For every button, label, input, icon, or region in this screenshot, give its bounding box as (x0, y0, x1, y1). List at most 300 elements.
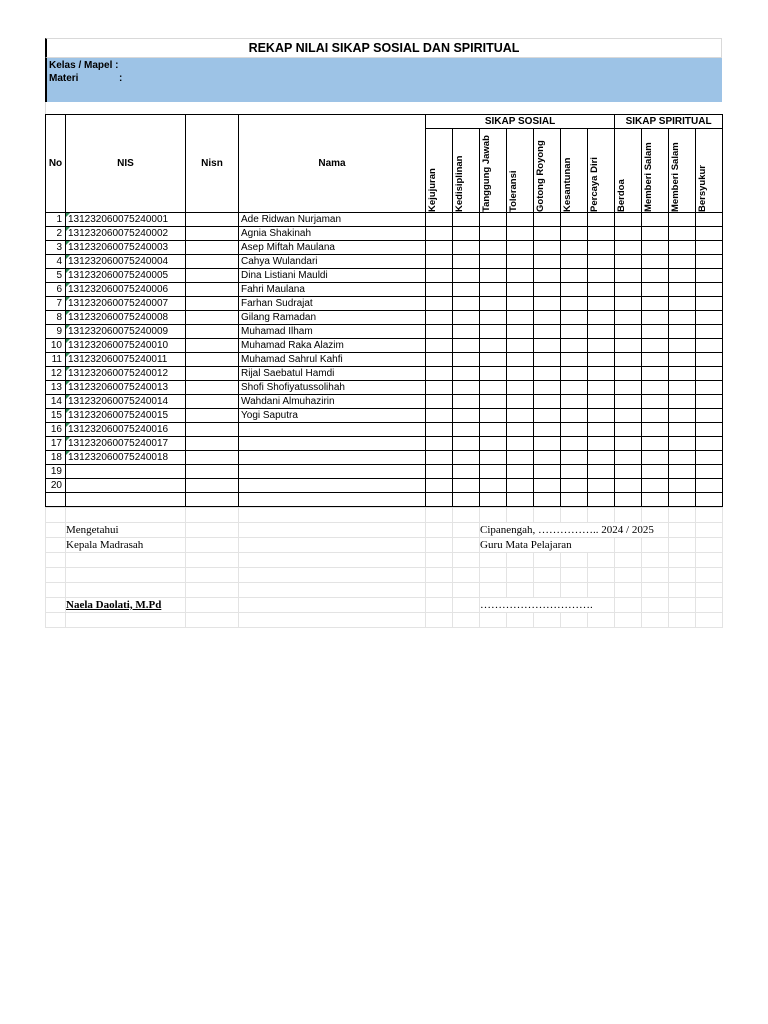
cell-nama[interactable] (239, 297, 426, 311)
cell-score[interactable] (669, 395, 696, 409)
cell-no[interactable] (46, 227, 66, 241)
cell-score[interactable] (480, 241, 507, 255)
cell-nisn[interactable] (186, 311, 239, 325)
cell-score[interactable] (615, 311, 642, 325)
cell-nama[interactable] (239, 381, 426, 395)
cell-score[interactable] (669, 283, 696, 297)
cell-score[interactable] (669, 213, 696, 227)
cell-nama[interactable] (239, 283, 426, 297)
cell-score[interactable] (669, 269, 696, 283)
cell-score[interactable] (561, 423, 588, 437)
cell-nama[interactable] (239, 395, 426, 409)
cell-no[interactable] (46, 283, 66, 297)
cell-score[interactable] (696, 367, 723, 381)
cell-score[interactable] (534, 297, 561, 311)
cell-score[interactable] (480, 325, 507, 339)
cell-nisn[interactable] (186, 381, 239, 395)
cell-score[interactable] (642, 311, 669, 325)
cell-score[interactable] (507, 213, 534, 227)
cell-nama[interactable] (239, 367, 426, 381)
cell-score[interactable] (426, 325, 453, 339)
cell-score[interactable] (534, 479, 561, 493)
cell-score[interactable] (669, 479, 696, 493)
cell-score[interactable] (561, 409, 588, 423)
cell-score[interactable] (453, 311, 480, 325)
cell-score[interactable] (615, 465, 642, 479)
cell-nisn[interactable] (186, 451, 239, 465)
cell-score[interactable] (426, 311, 453, 325)
cell-score[interactable] (588, 297, 615, 311)
cell-score[interactable] (534, 367, 561, 381)
cell-score[interactable] (642, 227, 669, 241)
cell-score[interactable] (669, 451, 696, 465)
cell-score[interactable] (534, 409, 561, 423)
cell-score[interactable] (480, 269, 507, 283)
cell-nama[interactable] (239, 353, 426, 367)
cell-score[interactable] (426, 465, 453, 479)
cell-score[interactable] (561, 311, 588, 325)
cell-nis[interactable] (66, 283, 186, 297)
cell-score[interactable] (561, 241, 588, 255)
cell-score[interactable] (426, 451, 453, 465)
cell-score[interactable] (669, 339, 696, 353)
cell-score[interactable] (588, 227, 615, 241)
cell-score[interactable] (507, 269, 534, 283)
cell-score[interactable] (696, 255, 723, 269)
cell-score[interactable] (669, 367, 696, 381)
cell-nama[interactable] (239, 479, 426, 493)
cell-score[interactable] (480, 367, 507, 381)
cell-score[interactable] (426, 213, 453, 227)
cell-nis[interactable] (66, 241, 186, 255)
cell-score[interactable] (615, 297, 642, 311)
cell-score[interactable] (615, 451, 642, 465)
cell-nama[interactable] (239, 451, 426, 465)
cell-score[interactable] (642, 367, 669, 381)
cell-nisn[interactable] (186, 297, 239, 311)
cell-nis[interactable] (66, 269, 186, 283)
cell-nama[interactable] (239, 227, 426, 241)
cell-nis[interactable] (66, 353, 186, 367)
cell-nisn[interactable] (186, 409, 239, 423)
cell-score[interactable] (534, 325, 561, 339)
cell-no[interactable] (46, 493, 66, 507)
cell-nisn[interactable] (186, 465, 239, 479)
cell-score[interactable] (453, 269, 480, 283)
cell-score[interactable] (696, 409, 723, 423)
cell-score[interactable] (507, 437, 534, 451)
cell-score[interactable] (534, 213, 561, 227)
cell-score[interactable] (507, 479, 534, 493)
cell-nis[interactable] (66, 465, 186, 479)
cell-score[interactable] (696, 451, 723, 465)
cell-no[interactable] (46, 451, 66, 465)
cell-score[interactable] (480, 227, 507, 241)
cell-score[interactable] (426, 437, 453, 451)
cell-score[interactable] (426, 367, 453, 381)
cell-score[interactable] (615, 353, 642, 367)
cell-nisn[interactable] (186, 325, 239, 339)
cell-nisn[interactable] (186, 353, 239, 367)
cell-nis[interactable] (66, 479, 186, 493)
cell-nis[interactable] (66, 255, 186, 269)
cell-score[interactable] (615, 423, 642, 437)
cell-score[interactable] (507, 297, 534, 311)
cell-score[interactable] (534, 493, 561, 507)
cell-no[interactable] (46, 353, 66, 367)
cell-no[interactable] (46, 479, 66, 493)
cell-score[interactable] (642, 339, 669, 353)
cell-score[interactable] (453, 465, 480, 479)
cell-score[interactable] (615, 367, 642, 381)
cell-nisn[interactable] (186, 255, 239, 269)
cell-score[interactable] (642, 213, 669, 227)
cell-no[interactable] (46, 423, 66, 437)
cell-nisn[interactable] (186, 367, 239, 381)
cell-score[interactable] (453, 381, 480, 395)
cell-score[interactable] (480, 437, 507, 451)
cell-score[interactable] (426, 353, 453, 367)
cell-score[interactable] (642, 493, 669, 507)
cell-score[interactable] (696, 325, 723, 339)
cell-nis[interactable] (66, 311, 186, 325)
cell-score[interactable] (534, 381, 561, 395)
cell-nama[interactable] (239, 255, 426, 269)
cell-score[interactable] (669, 325, 696, 339)
cell-score[interactable] (615, 493, 642, 507)
cell-score[interactable] (615, 241, 642, 255)
cell-nisn[interactable] (186, 283, 239, 297)
cell-score[interactable] (588, 465, 615, 479)
cell-score[interactable] (696, 493, 723, 507)
cell-score[interactable] (534, 269, 561, 283)
cell-nis[interactable] (66, 325, 186, 339)
cell-score[interactable] (426, 395, 453, 409)
cell-score[interactable] (642, 437, 669, 451)
cell-nama[interactable] (239, 437, 426, 451)
cell-nisn[interactable] (186, 241, 239, 255)
cell-no[interactable] (46, 269, 66, 283)
cell-no[interactable] (46, 367, 66, 381)
cell-score[interactable] (561, 451, 588, 465)
cell-score[interactable] (669, 241, 696, 255)
cell-nama[interactable] (239, 465, 426, 479)
cell-score[interactable] (561, 479, 588, 493)
cell-nisn[interactable] (186, 227, 239, 241)
cell-score[interactable] (507, 465, 534, 479)
cell-nis[interactable] (66, 451, 186, 465)
cell-score[interactable] (642, 409, 669, 423)
cell-score[interactable] (453, 493, 480, 507)
cell-no[interactable] (46, 213, 66, 227)
cell-score[interactable] (615, 227, 642, 241)
cell-no[interactable] (46, 409, 66, 423)
cell-score[interactable] (696, 479, 723, 493)
cell-nisn[interactable] (186, 395, 239, 409)
cell-nisn[interactable] (186, 213, 239, 227)
cell-nama[interactable] (239, 311, 426, 325)
cell-score[interactable] (480, 409, 507, 423)
cell-score[interactable] (453, 353, 480, 367)
cell-score[interactable] (588, 437, 615, 451)
cell-score[interactable] (696, 395, 723, 409)
cell-score[interactable] (507, 423, 534, 437)
cell-score[interactable] (615, 437, 642, 451)
cell-score[interactable] (534, 339, 561, 353)
cell-score[interactable] (534, 353, 561, 367)
cell-nis[interactable] (66, 423, 186, 437)
cell-score[interactable] (588, 339, 615, 353)
cell-score[interactable] (507, 451, 534, 465)
cell-score[interactable] (696, 269, 723, 283)
cell-score[interactable] (615, 479, 642, 493)
cell-score[interactable] (453, 339, 480, 353)
cell-score[interactable] (615, 339, 642, 353)
cell-score[interactable] (453, 241, 480, 255)
cell-score[interactable] (561, 213, 588, 227)
cell-score[interactable] (426, 269, 453, 283)
cell-score[interactable] (669, 353, 696, 367)
cell-score[interactable] (588, 213, 615, 227)
cell-score[interactable] (561, 339, 588, 353)
cell-score[interactable] (561, 283, 588, 297)
cell-nama[interactable] (239, 409, 426, 423)
cell-score[interactable] (561, 325, 588, 339)
cell-score[interactable] (480, 311, 507, 325)
cell-score[interactable] (615, 381, 642, 395)
cell-score[interactable] (453, 423, 480, 437)
cell-score[interactable] (453, 395, 480, 409)
cell-score[interactable] (426, 283, 453, 297)
cell-score[interactable] (507, 395, 534, 409)
cell-score[interactable] (480, 297, 507, 311)
cell-score[interactable] (507, 493, 534, 507)
cell-nama[interactable] (239, 325, 426, 339)
cell-score[interactable] (615, 325, 642, 339)
cell-nis[interactable] (66, 437, 186, 451)
cell-nis[interactable] (66, 213, 186, 227)
cell-score[interactable] (561, 465, 588, 479)
cell-score[interactable] (588, 311, 615, 325)
cell-score[interactable] (426, 255, 453, 269)
cell-score[interactable] (588, 367, 615, 381)
cell-score[interactable] (696, 465, 723, 479)
cell-score[interactable] (642, 283, 669, 297)
cell-score[interactable] (480, 255, 507, 269)
cell-score[interactable] (642, 381, 669, 395)
cell-no[interactable] (46, 339, 66, 353)
cell-score[interactable] (453, 437, 480, 451)
cell-score[interactable] (507, 409, 534, 423)
cell-score[interactable] (588, 353, 615, 367)
cell-score[interactable] (696, 213, 723, 227)
cell-score[interactable] (615, 255, 642, 269)
cell-nama[interactable] (239, 339, 426, 353)
cell-nama[interactable] (239, 269, 426, 283)
cell-score[interactable] (669, 311, 696, 325)
cell-score[interactable] (480, 479, 507, 493)
cell-score[interactable] (561, 227, 588, 241)
cell-score[interactable] (561, 353, 588, 367)
cell-score[interactable] (696, 241, 723, 255)
cell-nisn[interactable] (186, 479, 239, 493)
cell-score[interactable] (561, 367, 588, 381)
cell-no[interactable] (46, 241, 66, 255)
cell-score[interactable] (669, 465, 696, 479)
cell-score[interactable] (669, 227, 696, 241)
cell-score[interactable] (588, 493, 615, 507)
cell-score[interactable] (615, 213, 642, 227)
cell-score[interactable] (507, 283, 534, 297)
cell-no[interactable] (46, 465, 66, 479)
cell-score[interactable] (588, 269, 615, 283)
cell-score[interactable] (480, 451, 507, 465)
cell-score[interactable] (426, 227, 453, 241)
cell-score[interactable] (534, 241, 561, 255)
cell-score[interactable] (534, 283, 561, 297)
cell-score[interactable] (507, 381, 534, 395)
cell-score[interactable] (534, 395, 561, 409)
cell-score[interactable] (561, 297, 588, 311)
cell-score[interactable] (696, 353, 723, 367)
cell-score[interactable] (561, 381, 588, 395)
cell-score[interactable] (642, 297, 669, 311)
cell-score[interactable] (615, 269, 642, 283)
cell-score[interactable] (642, 395, 669, 409)
cell-score[interactable] (561, 395, 588, 409)
cell-score[interactable] (507, 353, 534, 367)
cell-score[interactable] (453, 283, 480, 297)
cell-score[interactable] (696, 437, 723, 451)
cell-score[interactable] (669, 409, 696, 423)
cell-score[interactable] (642, 451, 669, 465)
cell-score[interactable] (534, 255, 561, 269)
cell-score[interactable] (696, 297, 723, 311)
cell-no[interactable] (46, 325, 66, 339)
cell-score[interactable] (534, 437, 561, 451)
cell-score[interactable] (561, 493, 588, 507)
cell-score[interactable] (480, 395, 507, 409)
cell-score[interactable] (588, 255, 615, 269)
cell-score[interactable] (453, 255, 480, 269)
cell-score[interactable] (480, 339, 507, 353)
cell-score[interactable] (453, 213, 480, 227)
cell-score[interactable] (642, 353, 669, 367)
cell-score[interactable] (696, 283, 723, 297)
cell-score[interactable] (426, 409, 453, 423)
cell-score[interactable] (561, 255, 588, 269)
cell-score[interactable] (615, 409, 642, 423)
cell-nisn[interactable] (186, 339, 239, 353)
cell-nis[interactable] (66, 395, 186, 409)
cell-score[interactable] (507, 339, 534, 353)
cell-score[interactable] (588, 283, 615, 297)
cell-score[interactable] (642, 423, 669, 437)
cell-score[interactable] (588, 451, 615, 465)
cell-score[interactable] (426, 493, 453, 507)
cell-score[interactable] (453, 479, 480, 493)
cell-score[interactable] (426, 423, 453, 437)
cell-nis[interactable] (66, 409, 186, 423)
cell-score[interactable] (480, 213, 507, 227)
cell-score[interactable] (507, 241, 534, 255)
cell-nis[interactable] (66, 297, 186, 311)
cell-no[interactable] (46, 255, 66, 269)
cell-score[interactable] (534, 227, 561, 241)
cell-score[interactable] (642, 325, 669, 339)
cell-score[interactable] (507, 227, 534, 241)
cell-score[interactable] (642, 241, 669, 255)
cell-nisn[interactable] (186, 269, 239, 283)
cell-score[interactable] (507, 325, 534, 339)
cell-nis[interactable] (66, 493, 186, 507)
cell-nama[interactable] (239, 423, 426, 437)
cell-score[interactable] (480, 353, 507, 367)
cell-nis[interactable] (66, 227, 186, 241)
cell-score[interactable] (588, 241, 615, 255)
cell-score[interactable] (507, 367, 534, 381)
cell-score[interactable] (696, 311, 723, 325)
cell-score[interactable] (426, 339, 453, 353)
cell-score[interactable] (696, 227, 723, 241)
cell-score[interactable] (642, 269, 669, 283)
cell-score[interactable] (669, 423, 696, 437)
cell-score[interactable] (642, 479, 669, 493)
cell-score[interactable] (588, 423, 615, 437)
cell-score[interactable] (453, 227, 480, 241)
cell-nis[interactable] (66, 367, 186, 381)
cell-nisn[interactable] (186, 437, 239, 451)
cell-score[interactable] (426, 381, 453, 395)
cell-score[interactable] (453, 451, 480, 465)
cell-score[interactable] (696, 381, 723, 395)
cell-score[interactable] (669, 437, 696, 451)
cell-score[interactable] (669, 381, 696, 395)
cell-score[interactable] (669, 297, 696, 311)
cell-score[interactable] (534, 311, 561, 325)
cell-score[interactable] (588, 395, 615, 409)
cell-score[interactable] (561, 437, 588, 451)
cell-no[interactable] (46, 437, 66, 451)
cell-score[interactable] (588, 409, 615, 423)
cell-score[interactable] (507, 311, 534, 325)
cell-score[interactable] (453, 325, 480, 339)
cell-nisn[interactable] (186, 493, 239, 507)
cell-score[interactable] (426, 241, 453, 255)
cell-score[interactable] (480, 381, 507, 395)
cell-score[interactable] (588, 479, 615, 493)
cell-nis[interactable] (66, 339, 186, 353)
cell-no[interactable] (46, 381, 66, 395)
cell-score[interactable] (588, 381, 615, 395)
cell-nama[interactable] (239, 241, 426, 255)
cell-score[interactable] (696, 339, 723, 353)
cell-score[interactable] (453, 297, 480, 311)
cell-score[interactable] (480, 493, 507, 507)
cell-score[interactable] (507, 255, 534, 269)
cell-nis[interactable] (66, 381, 186, 395)
cell-no[interactable] (46, 395, 66, 409)
cell-score[interactable] (669, 255, 696, 269)
cell-score[interactable] (534, 465, 561, 479)
cell-score[interactable] (642, 255, 669, 269)
cell-score[interactable] (480, 465, 507, 479)
cell-score[interactable] (642, 465, 669, 479)
cell-no[interactable] (46, 311, 66, 325)
cell-score[interactable] (615, 283, 642, 297)
cell-score[interactable] (696, 423, 723, 437)
cell-nama[interactable] (239, 213, 426, 227)
